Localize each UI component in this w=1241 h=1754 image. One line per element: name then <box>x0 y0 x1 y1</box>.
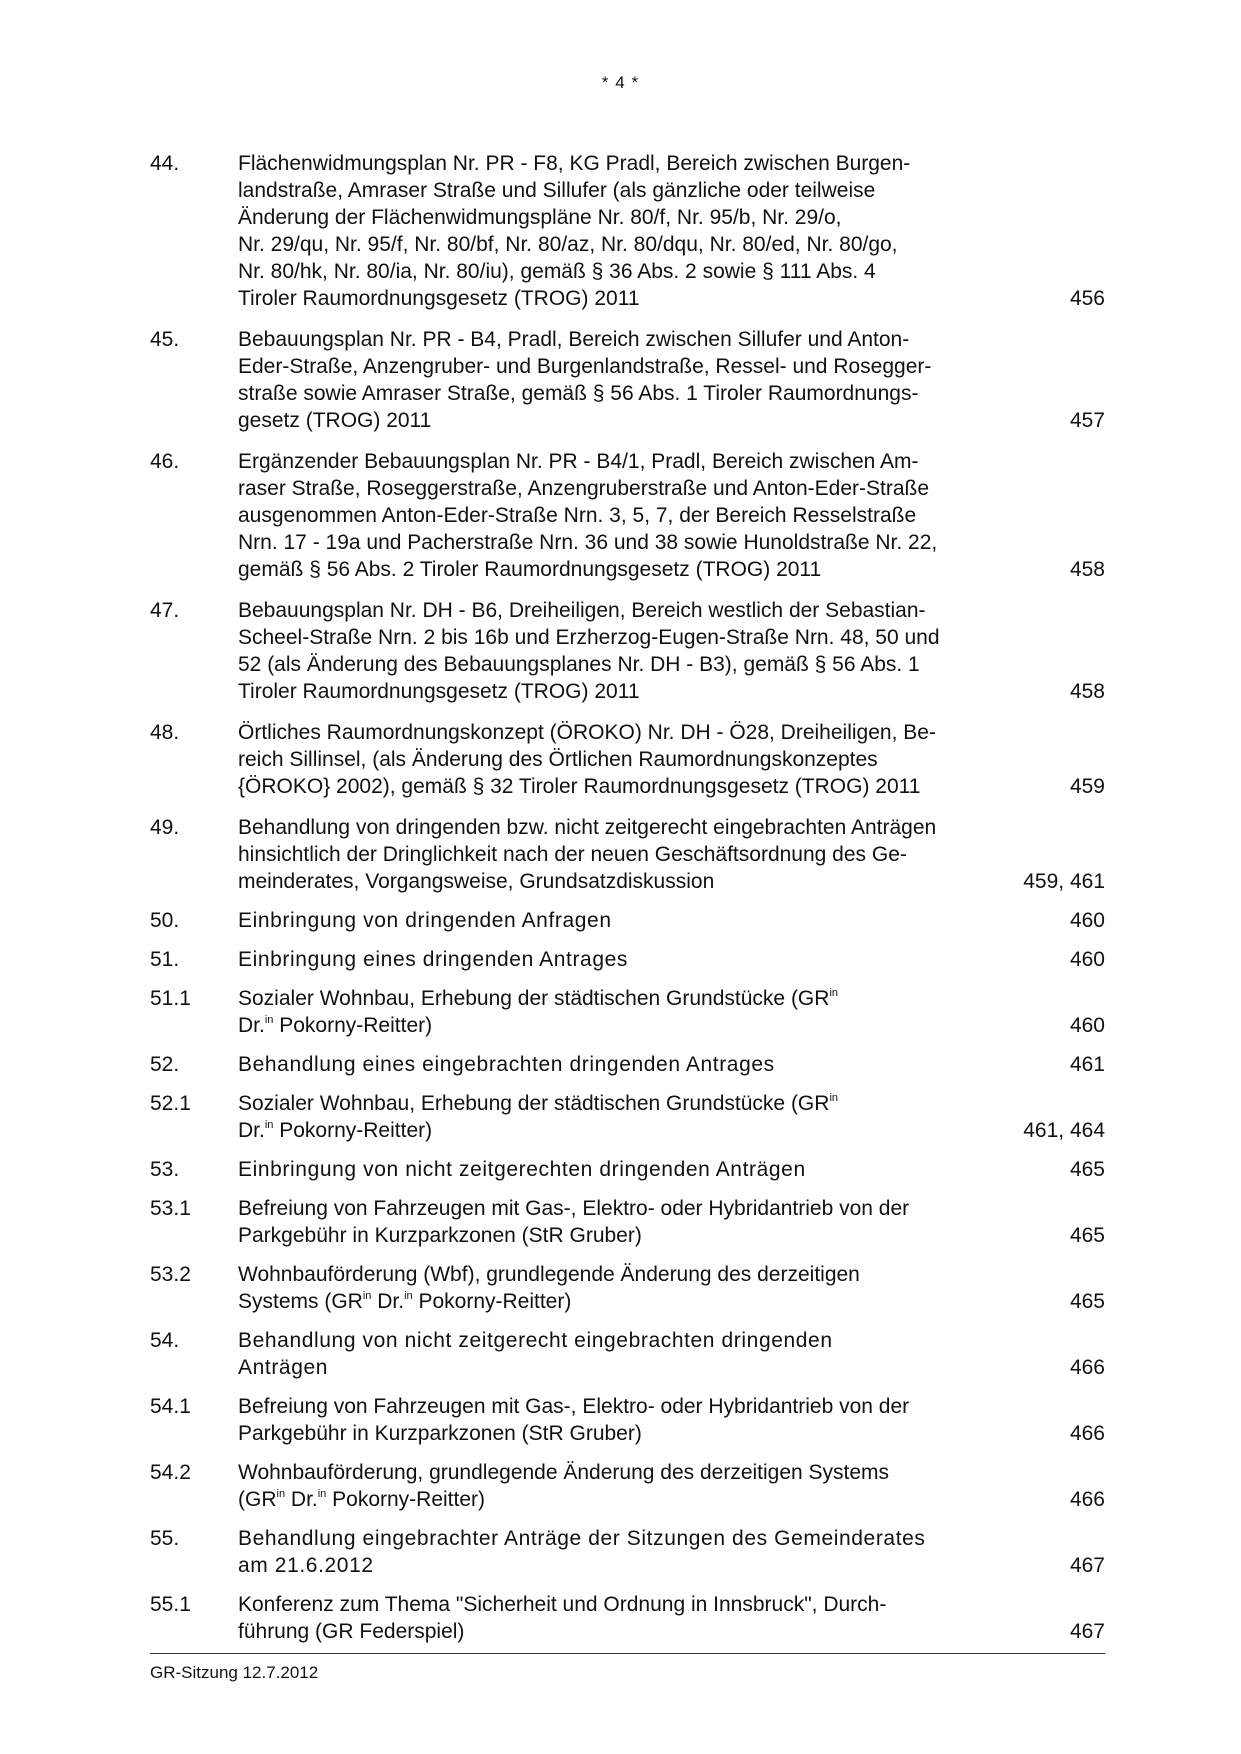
title-text: Pokorny-Reitter) <box>412 1290 572 1313</box>
toc-entry <box>150 448 1105 583</box>
title-text: Sozialer Wohnbau, Erhebung der städtischen Grundstücke (GR <box>238 987 830 1010</box>
title-text: Pokorny-Reitter) <box>273 1119 433 1142</box>
toc-entry-title <box>238 946 1006 973</box>
title-text: Pokorny-Reitter) <box>326 1488 486 1511</box>
title-text: Behandlung von nicht zeitgerecht eingebrachten dringenden Anträgen <box>238 1329 833 1379</box>
toc-entry-number: 47. <box>150 599 180 622</box>
toc-entry-title <box>238 1459 1006 1513</box>
toc-entry-title <box>238 1327 1006 1381</box>
toc-entry-title <box>238 719 1006 800</box>
title-text: Dr. <box>238 1119 265 1142</box>
toc-entry-page: 465 <box>1069 1158 1105 1181</box>
title-text: Bebauungsplan Nr. PR - B4, Pradl, Bereich zwischen Sillufer und Anton- Eder-Straße, Anzengruber- und Burgenlandstraße, Ressel- und Rosegger- straße sowie Amraser Straße, gemäß § 56 Abs. 1 Tiroler Raumordnungs- gesetz (TROG) 2011 <box>238 328 932 432</box>
toc-entry <box>150 1525 1105 1579</box>
toc-entry-title <box>238 1051 1006 1078</box>
title-text: Einbringung von nicht zeitgerechten dringenden Anträgen <box>238 1158 806 1181</box>
title-text: Einbringung von dringenden Anfragen <box>238 909 612 932</box>
toc-entry-number: 55. <box>150 1527 180 1550</box>
title-text: Ergänzender Bebauungsplan Nr. PR - B4/1, Pradl, Bereich zwischen Am- raser Straße, Roseggerstraße, Anzengruberstraße und Anton-Eder-Straße ausgenommen Anton-Eder-Straße Nrn. 3, 5, 7, der Bereich Resselstraße Nrn. 17 - 19a und Pacherstraße Nrn. 36 und 38 sowie Hunoldstraße Nr. 22, gemäß § 56 Abs. 2 Tiroler Raumordnungsgesetz (TROG) 2011 <box>238 450 938 581</box>
toc-entry-page: 461 <box>1069 1053 1105 1076</box>
toc-entry <box>150 597 1105 705</box>
toc-entry-page: 460 <box>1069 1014 1105 1037</box>
title-text: Dr. <box>285 1488 318 1511</box>
toc-entry-number: 44. <box>150 152 180 175</box>
title-text: Dr. <box>238 1014 265 1037</box>
footer-text: GR-Sitzung 12.7.2012 <box>150 1663 319 1682</box>
superscript-text: in <box>829 1092 838 1104</box>
toc-entry-number: 52. <box>150 1053 180 1076</box>
title-text: Sozialer Wohnbau, Erhebung der städtischen Grundstücke (GR <box>238 1092 830 1115</box>
toc-entry-title <box>238 1195 1006 1249</box>
table-of-contents <box>150 150 1105 1645</box>
toc-entry <box>150 1195 1105 1249</box>
toc-entry-page: 467 <box>1069 1554 1105 1577</box>
toc-entry-number: 55.1 <box>150 1593 191 1616</box>
toc-entry-title <box>238 1156 1006 1183</box>
toc-entry-number: 53. <box>150 1158 180 1181</box>
toc-entry-number: 53.2 <box>150 1263 191 1286</box>
toc-entry-page: 456 <box>1069 287 1105 310</box>
toc-entry-number: 51. <box>150 948 180 971</box>
title-text: Örtliches Raumordnungskonzept (ÖROKO) Nr. DH - Ö28, Dreiheiligen, Be- reich Sillinsel, (als Änderung des Örtlichen Raumordnungskonzeptes {ÖROKO} 2002), gemäß § 32 Tiroler Raumordnungsgesetz (TROG) 2011 <box>238 721 936 798</box>
toc-entry-page: 467 <box>1069 1620 1105 1643</box>
toc-entry-title <box>238 150 1006 312</box>
toc-entry-title <box>238 1090 1006 1144</box>
title-text: Pokorny-Reitter) <box>273 1014 433 1037</box>
toc-entry-page: 459, 461 <box>1023 870 1105 893</box>
superscript-text: in <box>276 1488 286 1500</box>
superscript-text: in <box>317 1488 327 1500</box>
toc-entry <box>150 1051 1105 1078</box>
toc-entry <box>150 1591 1105 1645</box>
toc-entry-number: 50. <box>150 909 180 932</box>
toc-entry <box>150 1261 1105 1315</box>
toc-entry-number: 51.1 <box>150 987 191 1010</box>
toc-entry-title <box>238 907 1006 934</box>
toc-entry <box>150 1156 1105 1183</box>
title-text: Einbringung eines dringenden Antrages <box>238 948 628 971</box>
title-text: Flächenwidmungsplan Nr. PR - F8, KG Pradl, Bereich zwischen Burgen- landstraße, Amraser Straße und Sillufer (als gänzliche oder teilweise Änderung der Flächenwidmungspläne Nr. 80/f, Nr. 95/b, Nr. 29/o, Nr. 29/qu, Nr. 95/f, Nr. 80/bf, Nr. 80/az, Nr. 80/dqu, Nr. 80/ed, Nr. 80/go, Nr. 80/hk, Nr. 80/ia, Nr. 80/iu), gemäß § 36 Abs. 2 sowie § 111 Abs. 4 Tiroler Raumordnungsgesetz (TROG) 2011 <box>238 152 911 310</box>
toc-entry-number: 54.1 <box>150 1395 191 1418</box>
toc-entry-page: 466 <box>1069 1422 1105 1445</box>
toc-entry <box>150 907 1105 934</box>
toc-entry <box>150 326 1105 434</box>
toc-entry-page: 458 <box>1069 558 1105 581</box>
toc-entry-title <box>238 1591 1006 1645</box>
toc-entry-number: 45. <box>150 328 180 351</box>
toc-entry-page: 466 <box>1069 1488 1105 1511</box>
toc-entry-title <box>238 1525 1006 1579</box>
toc-entry <box>150 1090 1105 1144</box>
toc-entry-page: 466 <box>1069 1356 1105 1379</box>
toc-entry-title <box>238 448 1006 583</box>
toc-entry <box>150 946 1105 973</box>
toc-entry-page: 458 <box>1069 680 1105 703</box>
toc-entry <box>150 814 1105 895</box>
toc-entry-title <box>238 1393 1006 1447</box>
toc-entry-number: 46. <box>150 450 180 473</box>
toc-entry-number: 53.1 <box>150 1197 191 1220</box>
title-text: Bebauungsplan Nr. DH - B6, Dreiheiligen, Bereich westlich der Sebastian- Scheel-Straße Nrn. 2 bis 16b und Erzherzog-Eugen-Straße Nrn. 48, 50 und 52 (als Änderung des Bebauungsplanes Nr. DH - B3), gemäß § 56 Abs. 1 Tiroler Raumordnungsgesetz (TROG) 2011 <box>238 599 940 703</box>
footer-divider <box>150 1653 1105 1654</box>
toc-entry-page: 460 <box>1069 909 1105 932</box>
toc-entry-page: 460 <box>1069 948 1105 971</box>
toc-entry-number: 49. <box>150 816 180 839</box>
superscript-text: in <box>404 1290 413 1302</box>
toc-entry <box>150 1393 1105 1447</box>
toc-entry-title <box>238 326 1006 434</box>
superscript-text: in <box>829 987 838 999</box>
toc-entry-number: 48. <box>150 721 180 744</box>
title-text: Befreiung von Fahrzeugen mit Gas-, Elektro- oder Hybridantrieb von der Parkgebühr in Kurzparkzonen (StR Gruber) <box>238 1197 910 1247</box>
page-number: * 4 * <box>601 73 640 92</box>
toc-entry-title <box>238 597 1006 705</box>
toc-entry-title <box>238 985 1006 1039</box>
title-text: Konferenz zum Thema "Sicherheit und Ordnung in Innsbruck", Durch- führung (GR Federspiel) <box>238 1593 887 1643</box>
superscript-text: in <box>264 1119 274 1131</box>
superscript-text: in <box>264 1014 274 1026</box>
title-text: Wohnbauförderung (Wbf), grundlegende Änderung des derzeitigen Systems (GR <box>238 1263 860 1313</box>
toc-entry <box>150 985 1105 1039</box>
title-text: Dr. <box>371 1290 405 1313</box>
toc-entry-number: 52.1 <box>150 1092 191 1115</box>
toc-entry-title <box>238 1261 1006 1315</box>
title-text: Behandlung von dringenden bzw. nicht zeitgerecht eingebrachten Anträgen hinsichtlich der Dringlichkeit nach der neuen Geschäftsordnung des Ge- meinderates, Vorgangsweise, Grundsatzdiskussion <box>238 816 937 893</box>
toc-entry-page: 461, 464 <box>1023 1119 1105 1142</box>
toc-entry <box>150 150 1105 312</box>
toc-entry <box>150 1327 1105 1381</box>
toc-entry-page: 465 <box>1069 1224 1105 1247</box>
superscript-text: in <box>362 1290 372 1302</box>
toc-entry <box>150 719 1105 800</box>
title-text: Befreiung von Fahrzeugen mit Gas-, Elektro- oder Hybridantrieb von der Parkgebühr in Kurzparkzonen (StR Gruber) <box>238 1395 910 1445</box>
toc-entry-number: 54.2 <box>150 1461 191 1484</box>
toc-entry-page: 459 <box>1069 775 1105 798</box>
toc-entry-title <box>238 814 1006 895</box>
toc-entry <box>150 1459 1105 1513</box>
toc-entry-page: 457 <box>1069 409 1105 432</box>
title-text: Behandlung eines eingebrachten dringenden Antrages <box>238 1053 775 1076</box>
toc-entry-page: 465 <box>1069 1290 1105 1313</box>
toc-entry-number: 54. <box>150 1329 180 1352</box>
title-text: Wohnbauförderung, grundlegende Änderung des derzeitigen Systems (GR <box>238 1461 890 1511</box>
title-text: Behandlung eingebrachter Anträge der Sitzungen des Gemeinderates am 21.6.2012 <box>238 1527 926 1577</box>
